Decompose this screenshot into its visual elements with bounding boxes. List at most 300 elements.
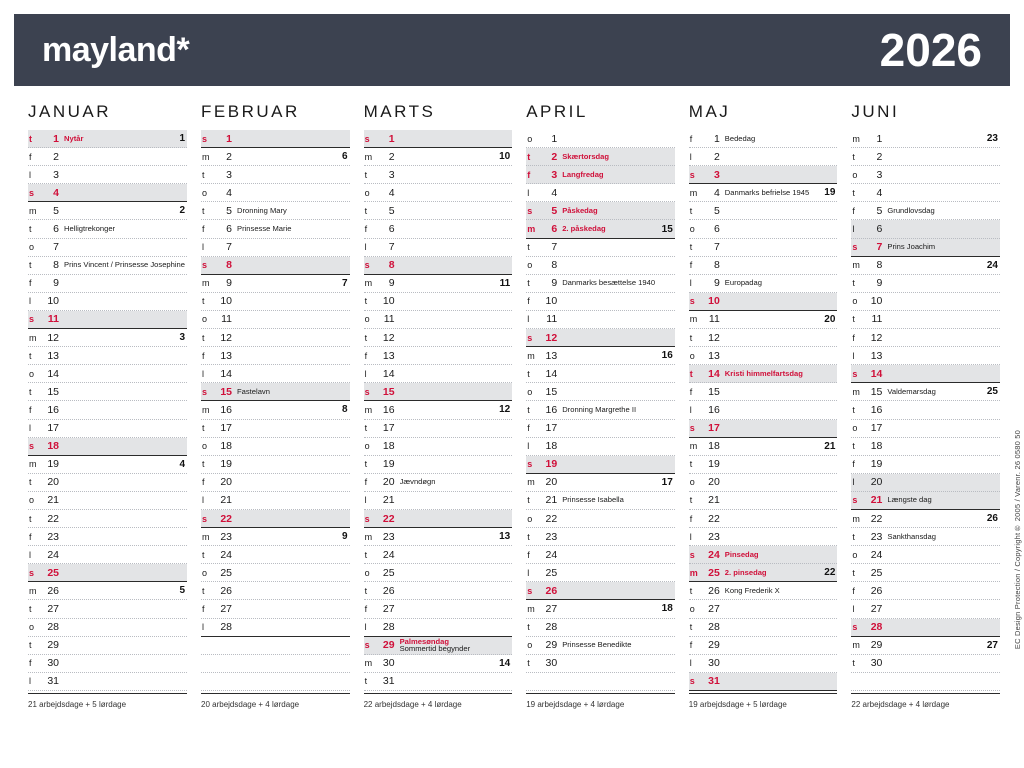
day-row[interactable] — [851, 438, 1000, 456]
day-row[interactable] — [364, 474, 513, 492]
day-of-week: t — [202, 549, 205, 560]
day-row[interactable] — [526, 673, 675, 691]
day-row[interactable] — [689, 220, 838, 238]
day-row[interactable] — [526, 655, 675, 673]
day-row[interactable] — [364, 546, 513, 564]
day-of-week: s — [852, 368, 858, 379]
day-row[interactable] — [851, 148, 1000, 166]
day-row[interactable] — [526, 275, 675, 293]
day-row[interactable] — [28, 220, 187, 238]
day-of-week: t — [527, 531, 530, 542]
day-row[interactable] — [28, 184, 187, 202]
day-number: 14 — [382, 367, 395, 380]
mayland-logo — [42, 31, 189, 70]
day-number: 2 — [876, 150, 883, 163]
day-number: 25 — [545, 566, 558, 579]
day-row[interactable] — [201, 401, 350, 419]
day-number: 24 — [708, 548, 720, 561]
day-row[interactable] — [28, 492, 187, 510]
day-row[interactable] — [526, 528, 675, 546]
day-number: 29 — [47, 639, 59, 652]
day-row[interactable] — [526, 220, 675, 238]
day-row[interactable] — [201, 383, 350, 401]
week-number: 8 — [342, 404, 348, 416]
day-number: 20 — [708, 476, 720, 489]
day-number: 26 — [870, 584, 883, 597]
day-row[interactable] — [851, 655, 1000, 673]
day-row[interactable] — [201, 474, 350, 492]
day-row[interactable] — [689, 347, 838, 365]
day-number: 7 — [388, 241, 395, 254]
day-row[interactable] — [364, 311, 513, 329]
day-row[interactable] — [851, 673, 1000, 691]
day-note: Kong Frederik X — [724, 586, 780, 595]
week-number: 12 — [499, 404, 511, 416]
day-note: Danmarks befrielse 1945 — [724, 188, 810, 197]
day-row[interactable] — [689, 383, 838, 401]
day-number: 6 — [388, 223, 395, 236]
day-of-week: l — [852, 603, 855, 614]
day-row[interactable] — [526, 166, 675, 184]
day-of-week: t — [29, 477, 32, 488]
day-row[interactable] — [526, 637, 675, 655]
day-row[interactable] — [364, 655, 513, 673]
day-row[interactable] — [526, 365, 675, 383]
day-of-week: f — [364, 477, 368, 488]
day-row[interactable] — [364, 166, 513, 184]
day-row[interactable] — [201, 184, 350, 202]
day-row[interactable] — [201, 546, 350, 564]
day-row[interactable] — [201, 420, 350, 438]
day-row[interactable] — [851, 220, 1000, 238]
day-row[interactable] — [689, 456, 838, 474]
day-row[interactable] — [526, 184, 675, 202]
day-number: 5 — [388, 204, 395, 217]
month-footer: 21 arbejdsdage + 5 lørdage — [28, 693, 187, 709]
day-of-week: t — [852, 187, 855, 198]
day-row[interactable] — [689, 329, 838, 347]
day-row[interactable] — [28, 510, 187, 528]
day-number: 9 — [713, 277, 720, 290]
day-row[interactable] — [28, 365, 187, 383]
day-of-week: o — [364, 567, 370, 578]
day-row[interactable] — [364, 184, 513, 202]
day-note: Grundlovsdag — [887, 206, 935, 215]
day-row[interactable] — [28, 148, 187, 166]
day-row[interactable] — [364, 619, 513, 637]
day-of-week: s — [689, 423, 695, 434]
day-of-week: m — [852, 260, 860, 271]
day-number: 19 — [870, 458, 883, 471]
day-row[interactable] — [364, 329, 513, 347]
day-row[interactable] — [364, 582, 513, 600]
day-row[interactable] — [851, 166, 1000, 184]
day-row[interactable] — [364, 275, 513, 293]
month-title: FEBRUAR — [201, 102, 300, 121]
day-row[interactable] — [364, 510, 513, 528]
day-of-week: t — [527, 495, 530, 506]
day-of-week: m — [852, 133, 860, 144]
day-of-week: t — [364, 169, 368, 180]
day-row[interactable] — [364, 456, 513, 474]
day-row[interactable] — [689, 438, 838, 456]
day-row[interactable] — [28, 311, 187, 329]
day-row[interactable] — [28, 528, 187, 546]
day-row[interactable] — [28, 637, 187, 655]
day-row[interactable] — [851, 239, 1000, 257]
day-of-week: m — [689, 314, 698, 325]
day-row[interactable] — [364, 130, 513, 148]
day-row[interactable] — [851, 202, 1000, 220]
day-number: 25 — [220, 566, 233, 579]
day-number: 13 — [47, 349, 59, 362]
month-title: MAJ — [688, 102, 731, 121]
day-row[interactable] — [851, 582, 1000, 600]
day-row[interactable] — [689, 257, 838, 275]
day-of-week: l — [689, 531, 692, 542]
day-row[interactable] — [201, 582, 350, 600]
day-row[interactable] — [526, 202, 675, 220]
week-number: 27 — [986, 639, 998, 651]
day-of-week: t — [29, 133, 32, 144]
day-row[interactable] — [689, 130, 838, 148]
day-row[interactable] — [526, 420, 675, 438]
day-row[interactable] — [364, 148, 513, 166]
day-of-week: f — [29, 278, 32, 289]
day-row[interactable] — [526, 510, 675, 528]
day-row[interactable] — [851, 130, 1000, 148]
day-number: 1 — [551, 132, 558, 145]
day-row[interactable] — [851, 546, 1000, 564]
day-row[interactable] — [28, 655, 187, 673]
day-of-week: f — [527, 423, 530, 434]
day-row[interactable] — [526, 130, 675, 148]
day-number: 3 — [53, 168, 59, 181]
day-row[interactable] — [201, 492, 350, 510]
day-row[interactable] — [201, 619, 350, 637]
day-row[interactable] — [364, 365, 513, 383]
day-row[interactable] — [526, 257, 675, 275]
day-number: 31 — [47, 675, 59, 688]
day-of-week: l — [202, 242, 205, 253]
day-number: 6 — [713, 223, 720, 236]
day-row[interactable] — [851, 564, 1000, 582]
day-number: 10 — [382, 295, 395, 308]
day-row[interactable] — [851, 257, 1000, 275]
day-of-week: t — [29, 386, 32, 397]
day-row[interactable] — [689, 582, 838, 600]
day-row[interactable] — [526, 438, 675, 456]
day-row[interactable] — [28, 564, 187, 582]
day-row[interactable] — [364, 528, 513, 546]
day-row[interactable] — [851, 401, 1000, 419]
day-row[interactable] — [28, 600, 187, 618]
day-number: 23 — [47, 530, 59, 543]
day-row[interactable] — [201, 130, 350, 148]
day-of-week: o — [852, 549, 858, 560]
day-of-week: t — [852, 314, 855, 325]
day-row[interactable] — [201, 148, 350, 166]
day-of-week: t — [364, 423, 368, 434]
day-row[interactable] — [28, 347, 187, 365]
day-row[interactable] — [689, 148, 838, 166]
month-footer: 19 arbejdsdage + 5 lørdage — [689, 693, 838, 709]
day-row[interactable] — [28, 130, 187, 148]
day-of-week: o — [689, 477, 695, 488]
day-row[interactable] — [851, 528, 1000, 546]
day-of-week: o — [29, 368, 35, 379]
day-row[interactable] — [364, 239, 513, 257]
day-row[interactable] — [28, 383, 187, 401]
week-number: 17 — [661, 476, 673, 488]
day-number: 3 — [551, 168, 558, 181]
day-row[interactable] — [201, 239, 350, 257]
day-number: 18 — [870, 440, 883, 453]
day-number: 23 — [382, 530, 395, 543]
day-note: Europadag — [724, 279, 762, 288]
day-number: 8 — [226, 259, 233, 272]
day-of-week: t — [364, 296, 368, 307]
day-row[interactable] — [526, 383, 675, 401]
day-row[interactable] — [28, 275, 187, 293]
day-number: 22 — [47, 512, 59, 525]
month-column — [364, 96, 527, 754]
day-row[interactable] — [28, 257, 187, 275]
day-row[interactable] — [689, 600, 838, 618]
day-row[interactable] — [28, 619, 187, 637]
day-row[interactable] — [201, 673, 350, 691]
day-number: 18 — [220, 440, 233, 453]
day-row[interactable] — [689, 420, 838, 438]
day-row[interactable] — [851, 293, 1000, 311]
day-row[interactable] — [201, 329, 350, 347]
day-row[interactable] — [364, 492, 513, 510]
day-row[interactable] — [201, 257, 350, 275]
day-row[interactable] — [526, 329, 675, 347]
day-row[interactable] — [364, 438, 513, 456]
day-row[interactable] — [851, 474, 1000, 492]
day-row[interactable] — [851, 329, 1000, 347]
day-row[interactable] — [526, 347, 675, 365]
day-row[interactable] — [526, 456, 675, 474]
day-row[interactable] — [28, 329, 187, 347]
day-list — [28, 130, 187, 691]
day-row[interactable] — [201, 510, 350, 528]
day-row[interactable] — [851, 510, 1000, 528]
day-row[interactable] — [851, 420, 1000, 438]
day-note: Danmarks besættelse 1940 — [562, 279, 656, 288]
day-row[interactable] — [28, 673, 187, 691]
day-row[interactable] — [526, 148, 675, 166]
day-row[interactable] — [689, 655, 838, 673]
day-row[interactable] — [851, 347, 1000, 365]
day-row[interactable] — [201, 220, 350, 238]
day-row[interactable] — [689, 166, 838, 184]
day-row[interactable] — [28, 420, 187, 438]
day-of-week: t — [527, 622, 530, 633]
day-of-week: t — [689, 459, 693, 470]
day-of-week: t — [202, 585, 205, 596]
day-row[interactable] — [851, 456, 1000, 474]
day-row[interactable] — [526, 311, 675, 329]
day-row[interactable] — [201, 600, 350, 618]
day-row[interactable] — [689, 202, 838, 220]
day-row[interactable] — [851, 275, 1000, 293]
day-row[interactable] — [364, 401, 513, 419]
day-of-week: f — [852, 585, 855, 596]
day-row[interactable] — [28, 401, 187, 419]
day-of-week: l — [852, 224, 855, 235]
day-number: 10 — [220, 295, 233, 308]
day-row[interactable] — [851, 619, 1000, 637]
day-row[interactable] — [689, 239, 838, 257]
day-row[interactable] — [689, 564, 838, 582]
day-number: 30 — [47, 657, 59, 670]
day-row[interactable] — [28, 456, 187, 474]
day-number: 18 — [382, 440, 395, 453]
day-note: Prins Vincent / Prinsesse Josephine — [64, 261, 186, 270]
day-row[interactable] — [689, 275, 838, 293]
day-row[interactable] — [851, 383, 1000, 401]
day-number: 28 — [545, 621, 558, 634]
day-row[interactable] — [689, 637, 838, 655]
day-number: 10 — [545, 295, 558, 308]
day-row[interactable] — [28, 202, 187, 220]
day-row[interactable] — [526, 239, 675, 257]
day-number: 24 — [47, 548, 59, 561]
day-row[interactable] — [28, 582, 187, 600]
day-row[interactable] — [851, 184, 1000, 202]
day-note: Prinsesse Benedikte — [562, 641, 632, 650]
day-row[interactable] — [201, 438, 350, 456]
day-number: 13 — [545, 349, 558, 362]
day-number: 18 — [47, 440, 59, 453]
day-row[interactable] — [201, 456, 350, 474]
day-note: Fastelavn — [237, 387, 270, 396]
day-row[interactable] — [526, 492, 675, 510]
day-row[interactable] — [364, 383, 513, 401]
day-row[interactable] — [201, 166, 350, 184]
day-row[interactable] — [689, 528, 838, 546]
day-of-week: l — [689, 278, 692, 289]
day-row[interactable] — [28, 239, 187, 257]
day-number: 5 — [551, 204, 558, 217]
day-row[interactable] — [201, 365, 350, 383]
day-number: 8 — [551, 259, 558, 272]
day-row[interactable] — [851, 600, 1000, 618]
day-of-week: s — [527, 459, 533, 470]
day-row[interactable] — [201, 655, 350, 673]
day-number: 9 — [388, 277, 395, 290]
day-row[interactable] — [689, 510, 838, 528]
day-row[interactable] — [364, 600, 513, 618]
day-row[interactable] — [364, 220, 513, 238]
day-row[interactable] — [689, 619, 838, 637]
day-number: 12 — [47, 331, 59, 344]
day-row[interactable] — [201, 347, 350, 365]
day-row[interactable] — [201, 311, 350, 329]
day-of-week: t — [202, 423, 205, 434]
day-number: 26 — [220, 584, 233, 597]
day-row[interactable] — [201, 202, 350, 220]
day-row[interactable] — [201, 293, 350, 311]
day-row[interactable] — [851, 492, 1000, 510]
day-row[interactable] — [689, 311, 838, 329]
day-of-week: t — [202, 459, 205, 470]
day-number: 26 — [47, 584, 59, 597]
day-row[interactable] — [364, 347, 513, 365]
day-row[interactable] — [689, 546, 838, 564]
day-row[interactable] — [851, 311, 1000, 329]
day-of-week: o — [202, 567, 208, 578]
day-of-week: m — [29, 459, 37, 470]
day-row[interactable] — [201, 275, 350, 293]
day-row[interactable] — [689, 492, 838, 510]
day-of-week: m — [202, 151, 210, 162]
day-of-week: t — [364, 205, 368, 216]
day-row[interactable] — [526, 401, 675, 419]
day-row[interactable] — [364, 673, 513, 691]
day-of-week: m — [852, 513, 860, 524]
day-of-week: t — [202, 332, 205, 343]
day-note: Valdemarsdag — [887, 387, 936, 396]
day-row[interactable] — [689, 184, 838, 202]
day-row[interactable] — [689, 474, 838, 492]
day-row[interactable] — [851, 637, 1000, 655]
day-number: 30 — [382, 657, 395, 670]
day-row[interactable] — [526, 564, 675, 582]
day-row[interactable] — [526, 293, 675, 311]
day-row[interactable] — [201, 528, 350, 546]
day-row[interactable] — [526, 546, 675, 564]
day-of-week: t — [364, 459, 368, 470]
day-row[interactable] — [28, 293, 187, 311]
day-row[interactable] — [851, 365, 1000, 383]
day-row[interactable] — [364, 202, 513, 220]
day-row[interactable] — [201, 564, 350, 582]
day-row[interactable] — [689, 401, 838, 419]
day-row[interactable] — [526, 600, 675, 618]
day-number: 7 — [226, 241, 233, 254]
day-number: 13 — [220, 349, 233, 362]
day-row[interactable] — [364, 293, 513, 311]
day-of-week: l — [364, 622, 367, 633]
day-of-week: l — [527, 567, 530, 578]
day-row[interactable] — [201, 637, 350, 655]
day-row[interactable] — [364, 257, 513, 275]
day-row[interactable] — [689, 673, 838, 691]
day-row[interactable] — [28, 438, 187, 456]
day-row[interactable] — [526, 582, 675, 600]
day-of-week: o — [364, 314, 370, 325]
day-row[interactable] — [28, 166, 187, 184]
day-row[interactable] — [526, 619, 675, 637]
day-number: 21 — [870, 494, 883, 507]
week-number: 23 — [986, 133, 998, 145]
day-row[interactable] — [689, 293, 838, 311]
day-of-week: t — [202, 169, 205, 180]
day-row[interactable] — [364, 637, 513, 655]
day-row[interactable] — [364, 564, 513, 582]
day-number: 20 — [382, 476, 395, 489]
day-number: 16 — [545, 403, 558, 416]
day-of-week: t — [527, 242, 530, 253]
day-row[interactable] — [364, 420, 513, 438]
day-row[interactable] — [28, 474, 187, 492]
day-row[interactable] — [28, 546, 187, 564]
day-row[interactable] — [526, 474, 675, 492]
day-row[interactable] — [689, 365, 838, 383]
